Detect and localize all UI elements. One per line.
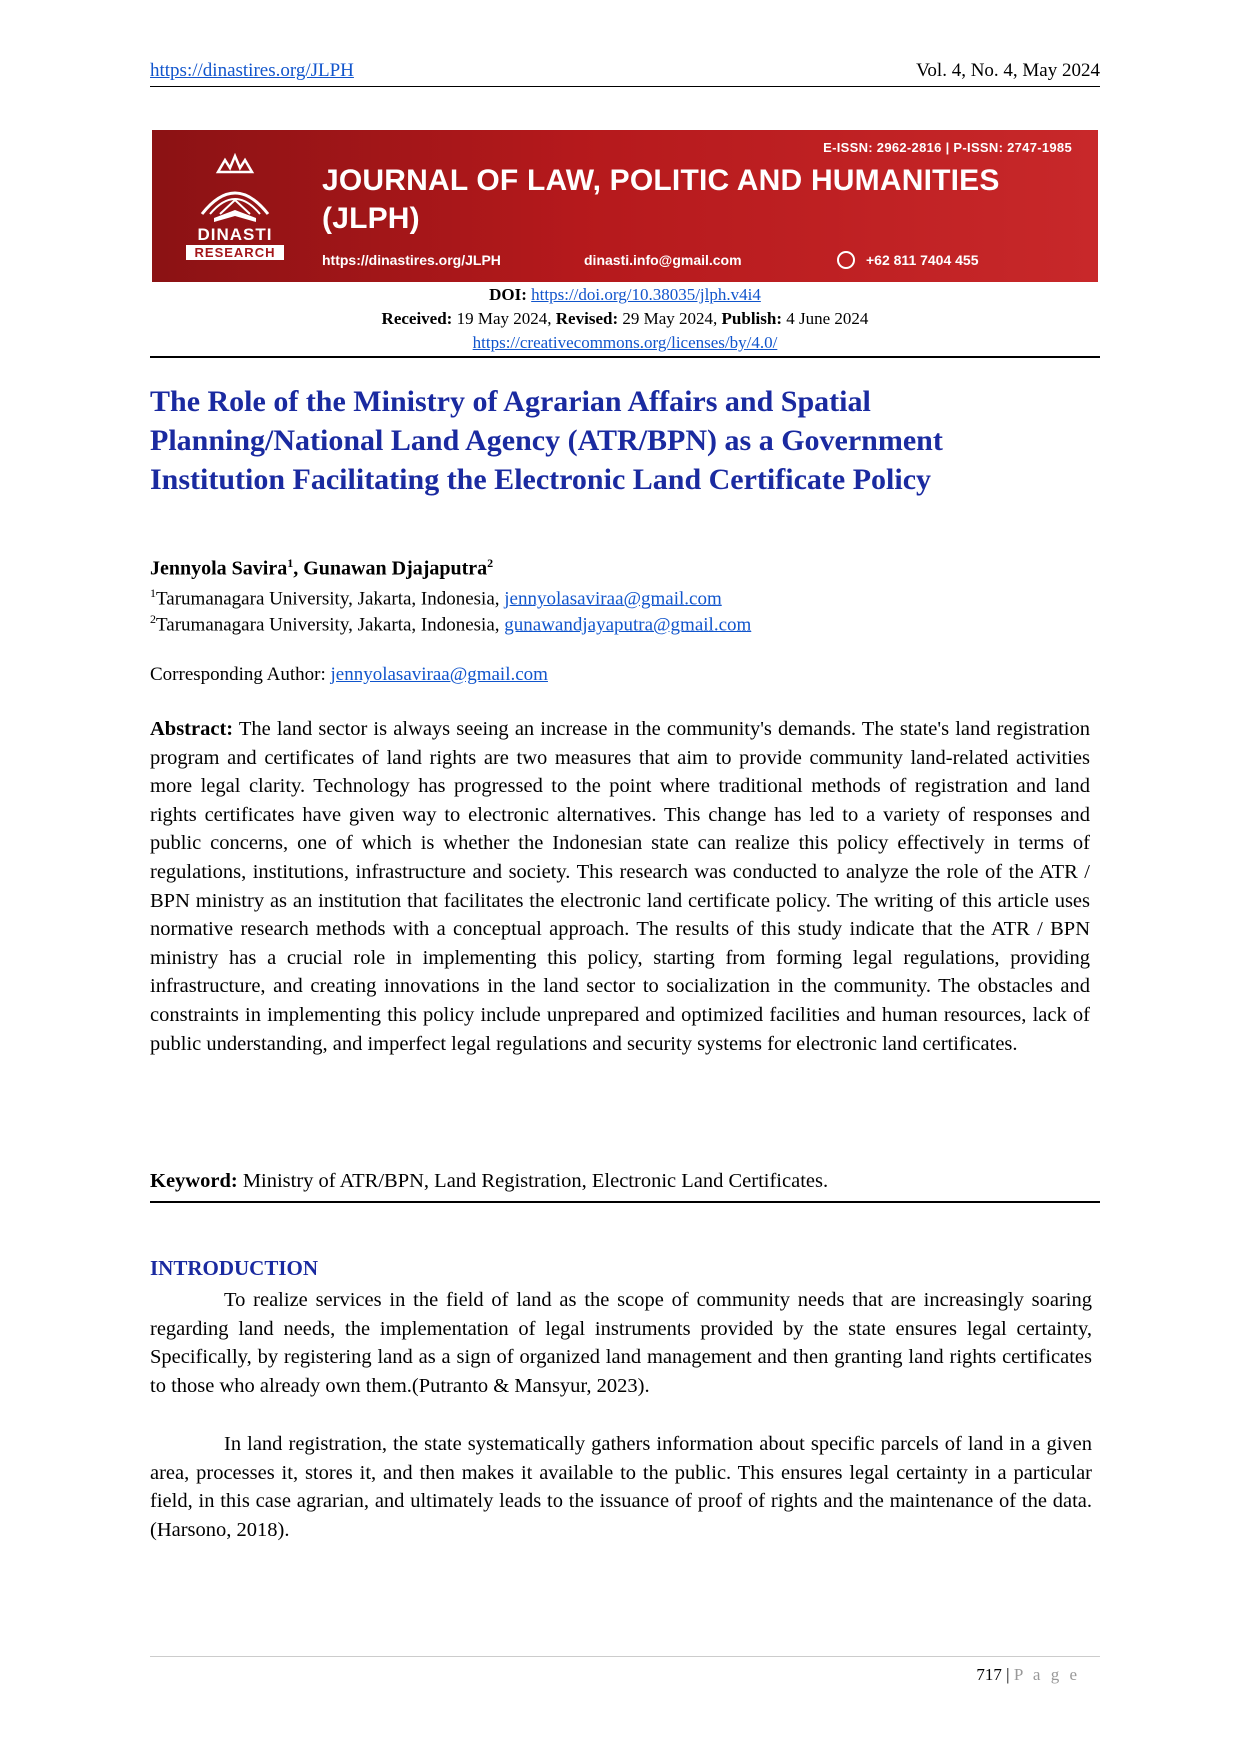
- logo-word-research: RESEARCH: [194, 245, 276, 260]
- publish-date: 4 June 2024: [786, 309, 869, 328]
- journal-banner: [152, 130, 1098, 282]
- revised-label: Revised:: [555, 309, 619, 328]
- received-label: Received:: [381, 309, 453, 328]
- abstract-label: Abstract:: [150, 718, 234, 740]
- doi-label: DOI:: [489, 285, 527, 304]
- issn-numbers: E-ISSN: 2962-2816 | P-ISSN: 2747-1985: [823, 140, 1072, 155]
- doi-link[interactable]: https://doi.org/10.38035/jlph.v4i4: [531, 285, 761, 304]
- affiliation-1-sup: 1: [150, 586, 156, 600]
- footer-separator: |: [1001, 1665, 1014, 1684]
- volume-info: Vol. 4, No. 4, May 2024: [916, 60, 1100, 81]
- abstract-text: The land sector is always seeing an increase in the community's demands. The state's land registration program and certificates of land rights are two measures that aim to provide community land-related activities more legal clarity. Technology has progressed to the point where traditional methods of registration and land rights certificates have given way to electronic alternatives. This change has led to a variety of responses and public concerns, one of which is whether the Indonesian state can realize this policy effectively in terms of regulations, institutions, infrastructure and society. This research was conducted to analyze the role of the ATR / BPN ministry as an institution that facilitates the electronic land certificate policy. The writing of this article uses normative research methods with a conceptual approach. The results of this study indicate that the ATR / BPN ministry has a crucial role in implementing this policy, starting from forming legal regulations, providing infrastructure, and creating innovations in the land sector to socialization in the community. The obstacles and constraints in implementing this policy include unprepared and optimized facilities and human resources, lack of public understanding, and imperfect legal regulations and security systems for electronic land certificates.: [150, 718, 1090, 1055]
- abstract: [150, 715, 1090, 1058]
- affiliation-2-text: Tarumanagara University, Jakarta, Indonesia,: [156, 614, 505, 636]
- license-line: [150, 331, 1100, 355]
- doi-line: [150, 283, 1100, 307]
- header-rule: [150, 86, 1100, 87]
- meta-rule: [150, 356, 1100, 358]
- page-number: 717: [976, 1665, 1002, 1684]
- author-list: [150, 556, 493, 581]
- affiliation-1-email-link[interactable]: jennyolasaviraa@gmail.com: [504, 588, 722, 610]
- footer-rule: [150, 1656, 1100, 1657]
- publish-label: Publish:: [721, 309, 783, 328]
- article-title-line2: Planning/National Land Agency (ATR/BPN) as a Government: [150, 424, 943, 457]
- introduction-paragraph-1: To realize services in the field of land as the scope of community needs that are increasingly soaring regarding land needs, the implementation of legal instruments provided by the state ensures legal certainty, Specifically, by registering land as a sign of organized land management and then granting land rights certificates to those who already own them.(Putranto & Mansyur, 2023).: [150, 1289, 1092, 1397]
- banner-email: dinasti.info@gmail.com: [584, 252, 742, 268]
- introduction-paragraph-2: In land registration, the state systematically gathers information about specific parcels of land in a given area, processes it, stores it, and then makes it available to the public. This ensures legal certainty in a particular field, in this case agrarian, and ultimately leads to the issuance of proof of rights and the maintenance of the data. (Harsono, 2018).: [150, 1433, 1092, 1541]
- article-title-line3: Institution Facilitating the Electronic Land Certificate Policy: [150, 463, 932, 496]
- received-date: 19 May 2024,: [456, 309, 552, 328]
- affiliation-2: [150, 612, 751, 636]
- logo-word-dinasti: DINASTI: [197, 225, 273, 244]
- corresponding-author: [150, 664, 548, 686]
- dates-line: [150, 307, 1100, 331]
- banner-contacts: [322, 252, 1082, 274]
- keyword-text: Ministry of ATR/BPN, Land Registration, Electronic Land Certificates.: [237, 1170, 829, 1192]
- author-1-sup: 1: [287, 556, 294, 570]
- keyword-label: Keyword:: [150, 1170, 238, 1192]
- keywords: [150, 1170, 828, 1193]
- corresponding-email-link[interactable]: jennyolasaviraa@gmail.com: [330, 664, 548, 685]
- corresponding-label: Corresponding Author:: [150, 664, 331, 685]
- affiliation-1: [150, 586, 722, 610]
- banner-phone: +62 811 7404 455: [866, 252, 979, 268]
- affiliation-1-text: Tarumanagara University, Jakarta, Indonesia,: [156, 588, 505, 610]
- affiliation-2-sup: 2: [150, 612, 156, 626]
- license-link[interactable]: https://creativecommons.org/licenses/by/4.0/: [472, 333, 778, 352]
- journal-title: [322, 162, 1000, 238]
- introduction-heading: INTRODUCTION: [150, 1256, 319, 1280]
- banner-site: https://dinastires.org/JLPH: [322, 252, 501, 268]
- author-2: Gunawan Djajaputra: [303, 557, 488, 580]
- page-footer: [976, 1665, 1080, 1685]
- dinasti-research-logo: [180, 152, 290, 262]
- page-label: P a g e: [1013, 1665, 1080, 1684]
- journal-title-line1: JOURNAL OF LAW, POLITIC AND HUMANITIES: [322, 164, 1000, 197]
- author-separator: ,: [293, 557, 304, 580]
- revised-date: 29 May 2024,: [622, 309, 718, 328]
- journal-title-line2: (JLPH): [322, 202, 420, 235]
- article-title-line1: The Role of the Ministry of Agrarian Affairs and Spatial: [150, 385, 871, 418]
- article-title: [150, 382, 1100, 499]
- whatsapp-icon: [837, 251, 855, 269]
- author-2-sup: 2: [487, 556, 494, 570]
- keyword-rule: [150, 1201, 1100, 1203]
- journal-url-link[interactable]: https://dinastires.org/JLPH: [150, 60, 354, 81]
- affiliation-2-email-link[interactable]: gunawandjayaputra@gmail.com: [504, 614, 752, 636]
- author-1: Jennyola Savira: [150, 557, 288, 580]
